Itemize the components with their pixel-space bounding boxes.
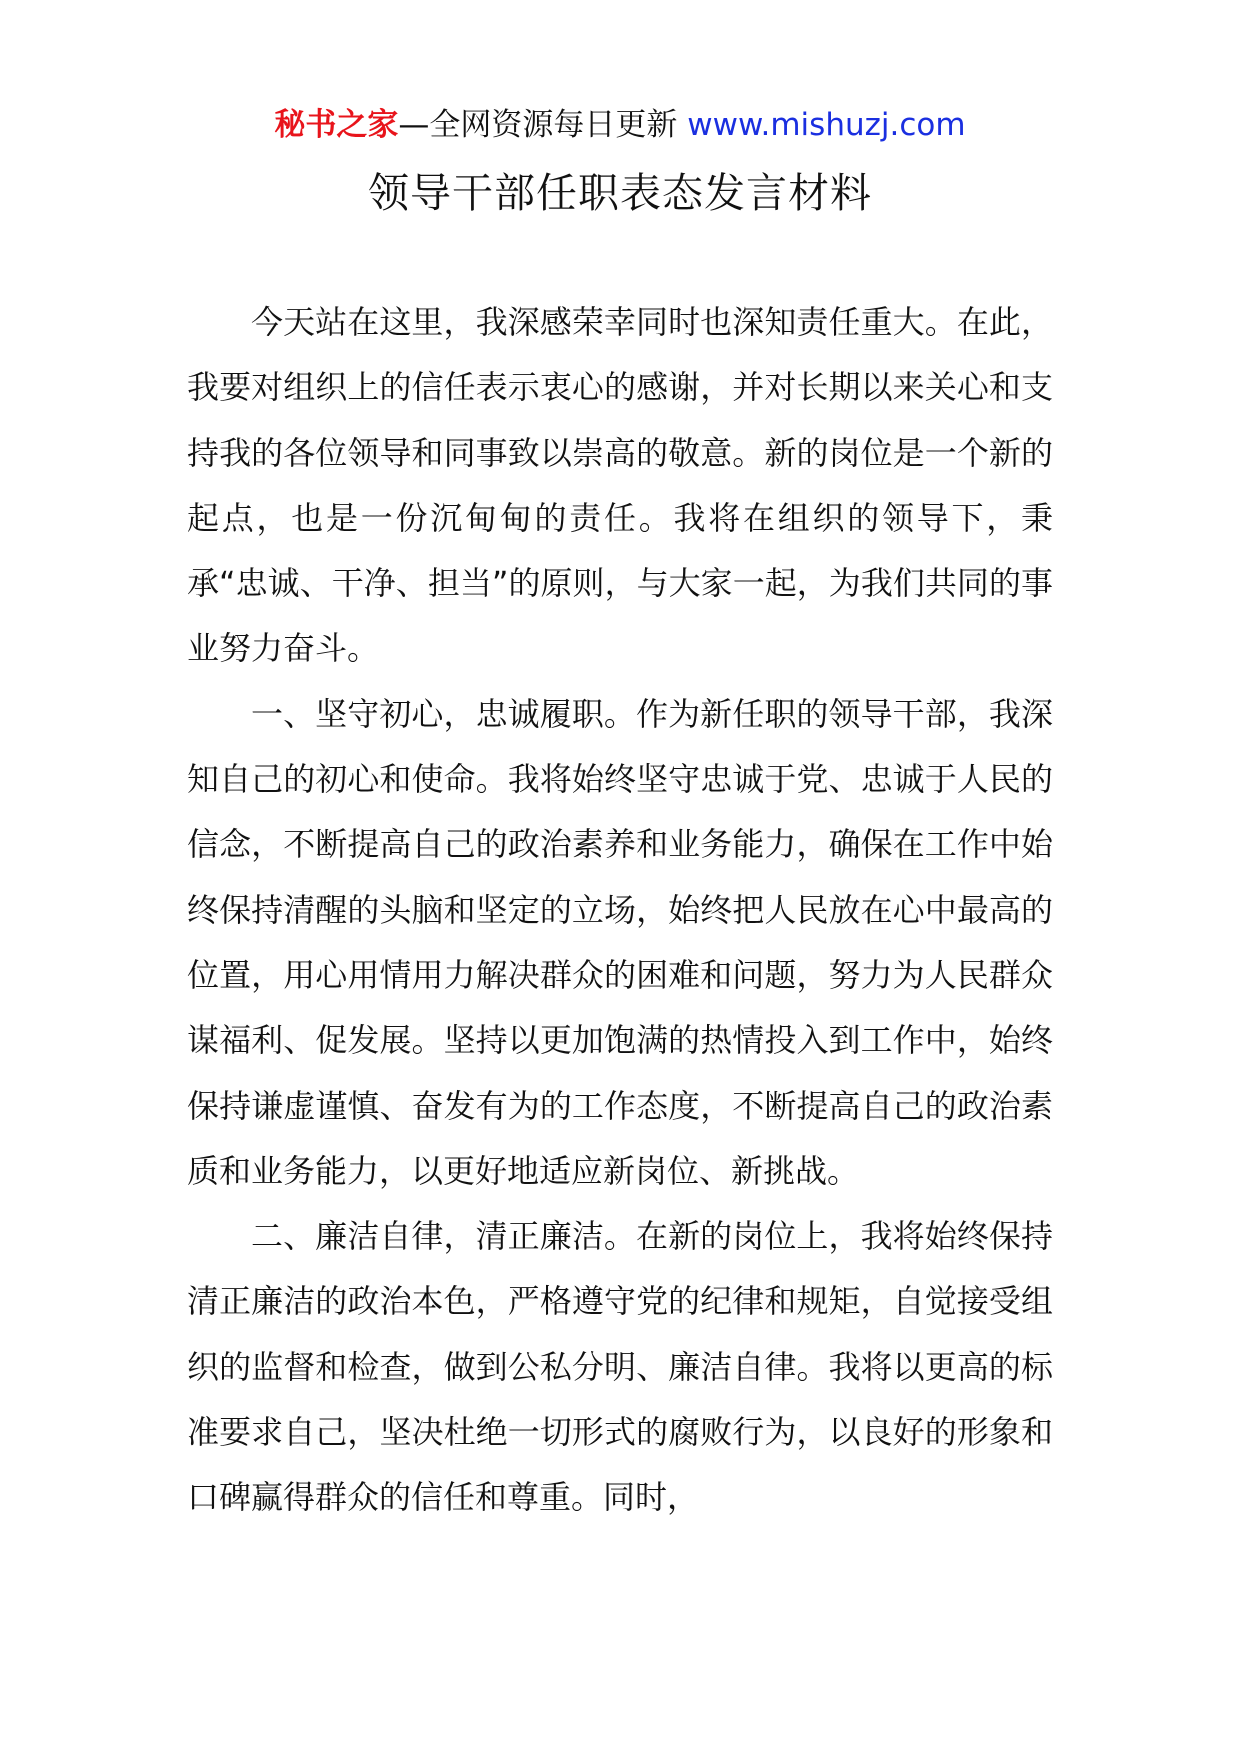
site-header — [0, 103, 1240, 147]
header-tagline: —全网资源每日更新 — [398, 107, 678, 143]
site-url-link[interactable]: www.mishuzj.com — [687, 107, 966, 143]
brand-name: 秘书之家 — [274, 107, 399, 143]
paragraph-section-2: 二、廉洁自律，清正廉洁。在新的岗位上，我将始终保持清正廉洁的政治本色，严格遵守党的纪律和规矩，自觉接受组织的监督和检查，做到公私分明、廉洁自律。我将以更高的标准要求自己，坚决杜绝一切形式的腐败行为，以良好的形象和口碑赢得群众的信任和尊重。同时， — [187, 1217, 1053, 1517]
document-body — [187, 290, 1053, 1531]
document-title: 领导干部任职表态发言材料 — [368, 169, 872, 217]
paragraph-section-1: 一、坚守初心，忠诚履职。作为新任职的领导干部，我深知自己的初心和使命。我将始终坚守忠诚于党、忠诚于人民的信念，不断提高自己的政治素养和业务能力，确保在工作中始终保持清醒的头脑和坚定的立场，始终把人民放在心中最高的位置，用心用情用力解决群众的困难和问题，努力为人民群众谋福利、促发展。坚持以更加饱满的热情投入到工作中，始终保持谦虚谨慎、奋发有为的工作态度，不断提高自己的政治素质和业务能力，以更好地适应新岗位、新挑战。 — [187, 694, 1053, 1190]
paragraph-intro: 今天站在这里，我深感荣幸同时也深知责任重大。在此，我要对组织上的信任表示衷心的感谢，并对长期以来关心和支持我的各位领导和同事致以崇高的敬意。新的岗位是一个新的起点，也是一份沉甸甸的责任。我将在组织的领导下，秉承“忠诚、干净、担当”的原则，与大家一起，为我们共同的事业努力奋斗。 — [187, 303, 1053, 668]
